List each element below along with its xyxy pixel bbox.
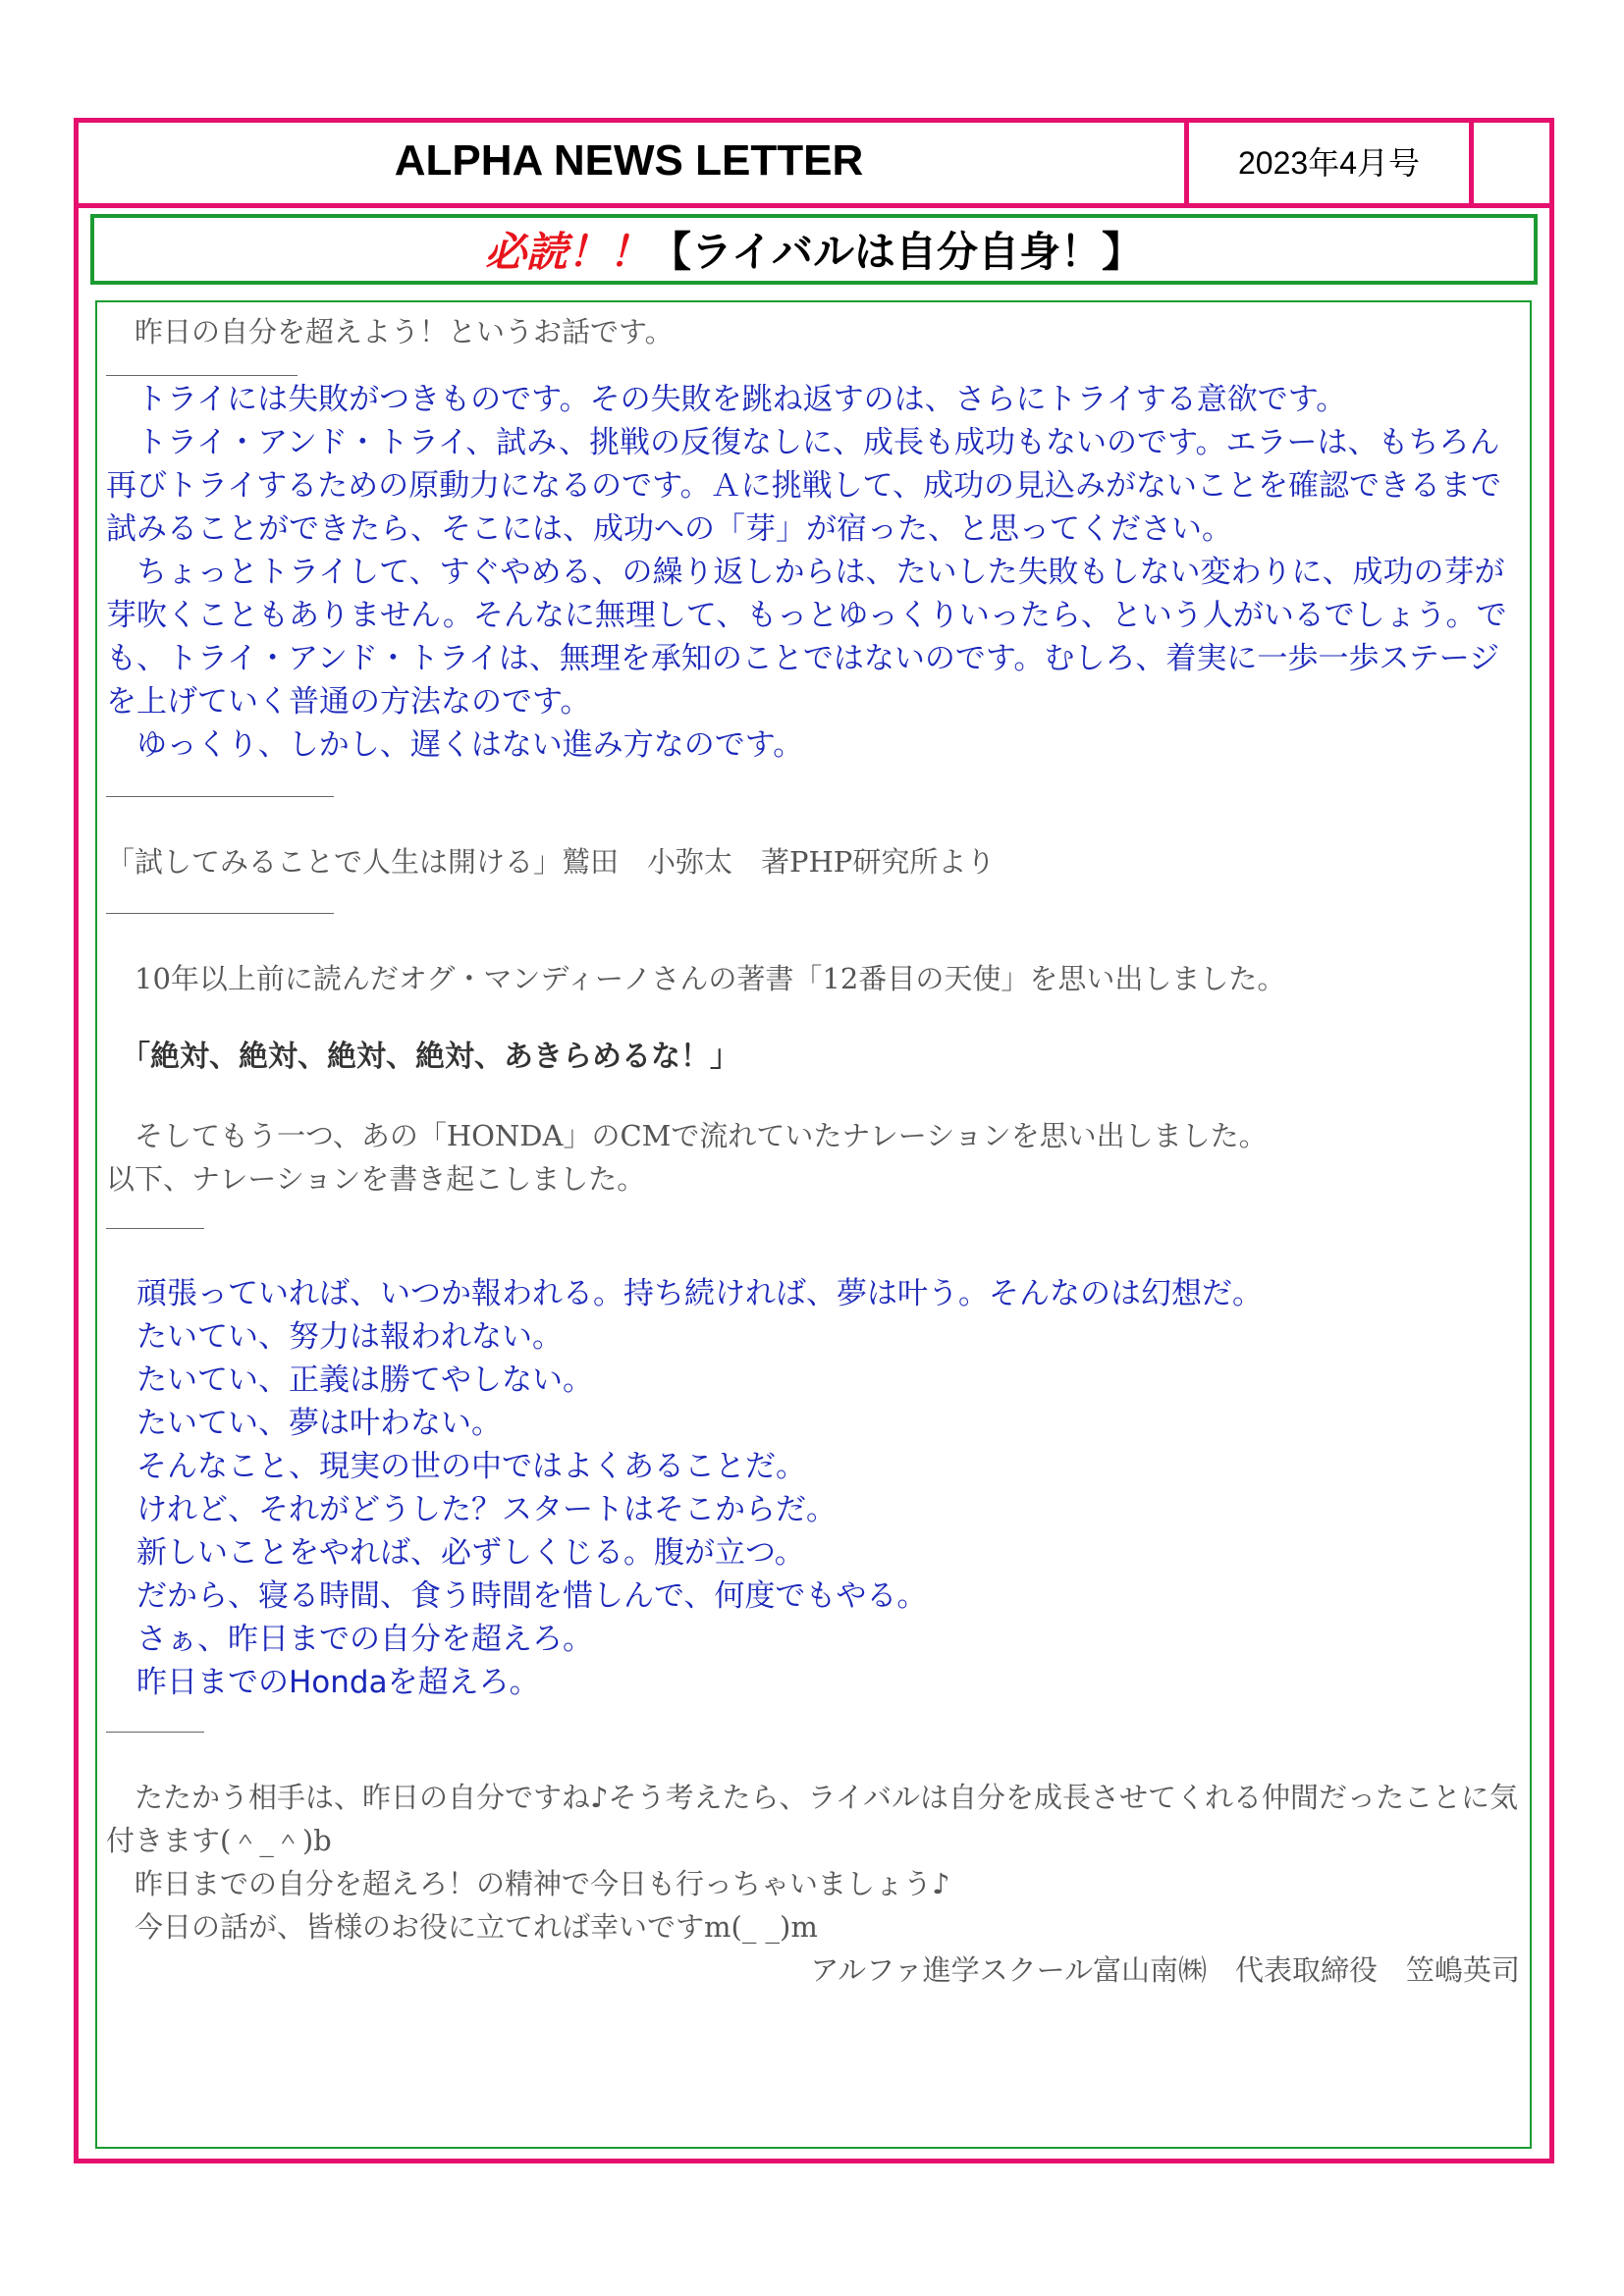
- intro-text: 昨日の自分を超えよう！というお話です。: [106, 315, 674, 348]
- narration-line: たいてい、努力は報われない。: [106, 1319, 563, 1355]
- newsletter-header: [74, 118, 1554, 208]
- closing-paragraph: 昨日までの自分を超えろ！の精神で今日も行っちゃいましょう♪: [106, 1867, 950, 1900]
- article-content: [106, 306, 1520, 1992]
- book-paragraph: 10年以上前に読んだオグ・マンディーノさんの著書「12番目の天使」を思い出しました。: [106, 962, 1286, 995]
- source-citation: 「試してみることで人生は開ける」鷲田 小弥太 著PHP研究所より: [106, 845, 996, 879]
- closing-block: [106, 1776, 1520, 1949]
- headline-main: 【ライバルは自分自身！】: [650, 228, 1143, 276]
- quote-paragraph: ゆっくり、しかし、遅くはない進み方なのです。: [106, 727, 804, 763]
- headline: [90, 214, 1538, 285]
- honda-paragraph: そしてもう一つ、あの「HONDA」のCMで流れていたナレーションを思い出しました。 以下、ナレーションを書き起こしました。: [106, 1119, 1268, 1196]
- signature: アルファ進学スクール富山南㈱ 代表取締役 笠嶋英司: [810, 1953, 1520, 1987]
- narration-line: そんなこと、現実の世の中ではよくあることだ。: [106, 1449, 806, 1484]
- book-quote: [106, 378, 1520, 767]
- closing-paragraph: 今日の話が、皆様のお役に立てれば幸いですm(_ _)m: [106, 1910, 818, 1944]
- narration-line: たいてい、夢は叶わない。: [106, 1406, 502, 1441]
- issue-date: 2023年4月号: [1189, 118, 1474, 203]
- divider: [106, 1732, 204, 1733]
- quote-paragraph: ちょっとトライして、すぐやめる、の繰り返しからは、たいした失敗もしない変わりに、成功の芽が芽吹くこともありません。そんなに無理して、もっとゆっくりいったら、という人がいるでしょう。でも、トライ・アンド・トライは、無理を承知のことではないのです。むしろ、着実に一歩一歩ステージを上げていく普通の方法なのです。: [106, 555, 1507, 720]
- narration-line: 新しいことをやれば、必ずしくじる。腹が立つ。: [106, 1535, 805, 1571]
- headline-prefix: 必読！！: [485, 228, 651, 276]
- divider: [106, 375, 298, 376]
- divider: [106, 1228, 204, 1229]
- narration-line: さぁ、昨日までの自分を超えろ。: [106, 1622, 593, 1657]
- divider: [106, 796, 334, 797]
- narration-line: たいてい、正義は勝てやしない。: [106, 1362, 593, 1398]
- divider: [106, 913, 334, 914]
- newsletter-title: ALPHA NEWS LETTER: [74, 118, 1189, 203]
- quote-paragraph: トライ・アンド・トライ、試み、挑戦の反復なしに、成長も成功もないのです。エラーは、もちろん再びトライするための原動力になるのです。Ａに挑戦して、成功の見込みがないことを確認できるまで試みることができたら、そこには、成功への「芽」が宿った、と思ってください。: [106, 425, 1502, 547]
- narration-line: けれど、それがどうした？スタートはそこからだ。: [106, 1492, 837, 1527]
- closing-paragraph: たたかう相手は、昨日の自分ですね♪そう考えたら、ライバルは自分を成長させてくれる仲間だったことに気付きます(＾_＾)b: [106, 1781, 1519, 1857]
- narration-line: だから、寝る時間、食う時間を惜しんで、何度でもやる。: [106, 1578, 928, 1614]
- bold-quote: 「絶対、絶対、絶対、絶対、あきらめるな！」: [106, 1040, 739, 1074]
- quote-paragraph: トライには失敗がつきものです。その失敗を跳ね返すのは、さらにトライする意欲です。: [106, 382, 1347, 417]
- narration-line: 頑張っていれば、いつか報われる。持ち続ければ、夢は叶う。そんなのは幻想だ。: [106, 1276, 1263, 1311]
- narration-block: [106, 1272, 1520, 1704]
- narration-line: 昨日までのHondaを超えろ。: [106, 1665, 540, 1700]
